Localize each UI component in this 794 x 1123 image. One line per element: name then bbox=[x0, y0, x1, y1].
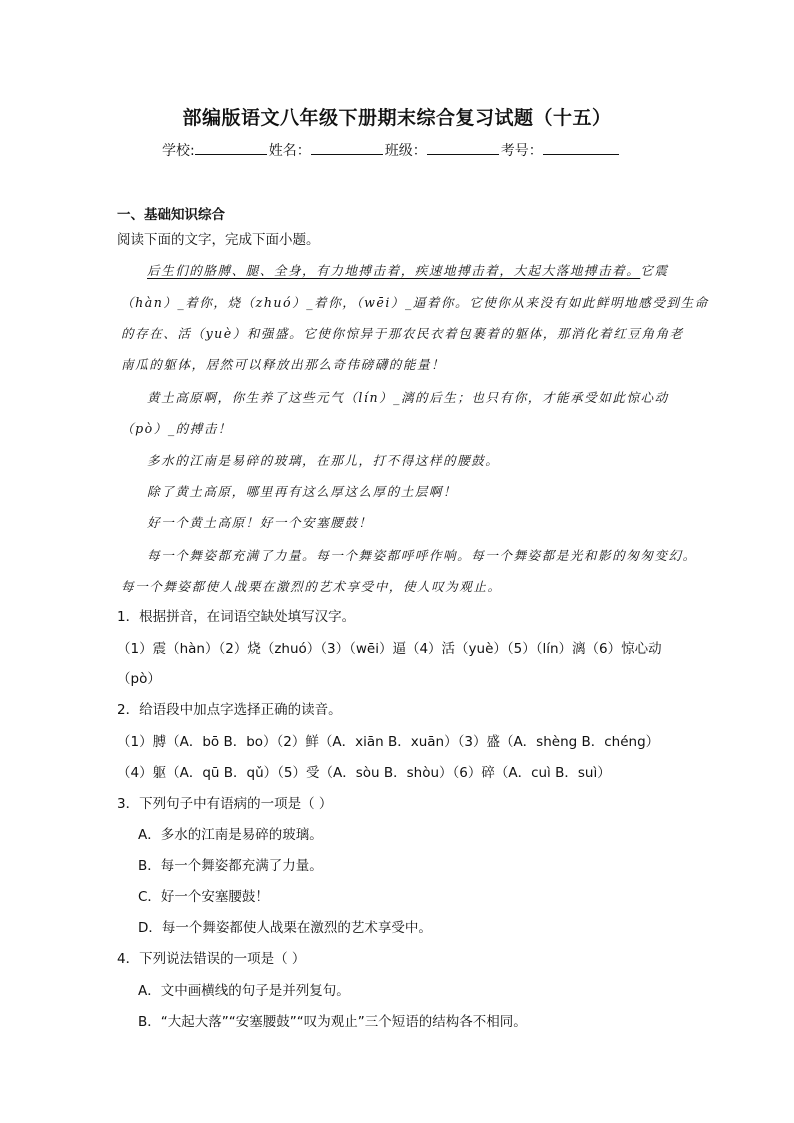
name-blank[interactable] bbox=[311, 139, 383, 155]
section-heading: 一、基础知识综合 bbox=[117, 207, 225, 223]
question-2-options[interactable]: （1）膊（A．bō B．bo）（2）鲜（A．xiān B．xuān）（3）盛（A．shèng B．chéng） bbox=[117, 734, 660, 750]
passage-line: 后生们的胳膊、腿、全身，有力地搏击着，疾速地搏击着，大起大落地搏击着。它震 bbox=[147, 263, 669, 278]
passage-line: 好一个黄土高原！好一个安塞腰鼓！ bbox=[147, 515, 373, 530]
question-4: 4．下列说法错误的一项是（ ） bbox=[117, 951, 306, 967]
question-2: 2．给语段中加点字选择正确的读音。 bbox=[117, 702, 342, 718]
underlined-sentence: 后生们的胳膊、腿、全身，有力地搏击着，疾速地搏击着，大起大落地搏击着。 bbox=[147, 263, 641, 278]
class-blank[interactable] bbox=[427, 139, 499, 155]
class-label: 班级： bbox=[384, 143, 427, 159]
student-info-line bbox=[162, 139, 621, 160]
passage-line: （hàn）_着你，烧（zhuó）_着你，（wēi）_逼着你。它使你从来没有如此鲜明地感受到生命 bbox=[121, 295, 709, 310]
passage-line: 除了黄土高原，哪里再有这么厚这么厚的土层啊！ bbox=[147, 484, 458, 499]
passage-line: 南瓜的躯体，居然可以释放出那么奇伟磅礴的能量！ bbox=[121, 357, 446, 372]
name-label: 姓名： bbox=[268, 143, 311, 159]
question-2-options[interactable]: （4）躯（A．qū B．qǔ）（5）受（A．sòu B．shòu）（6）碎（A．cuì B．suì） bbox=[117, 765, 611, 781]
passage-line: （pò）_的搏击！ bbox=[121, 421, 233, 436]
question-3: 3．下列句子中有语病的一项是（ ） bbox=[117, 796, 333, 812]
passage-line: 每一个舞姿都充满了力量。每一个舞姿都呼呼作响。每一个舞姿都是光和影的匆匆变幻。 bbox=[147, 548, 697, 563]
question-4-option-a[interactable]: A．文中画横线的句子是并列复句。 bbox=[138, 983, 350, 999]
question-3-option-b[interactable]: B．每一个舞姿都充满了力量。 bbox=[138, 858, 323, 874]
question-3-option-a[interactable]: A．多水的江南是易碎的玻璃。 bbox=[138, 827, 323, 843]
exam-number-blank[interactable] bbox=[543, 139, 619, 155]
passage-line: 每一个舞姿都使人战栗在激烈的艺术享受中，使人叹为观止。 bbox=[121, 579, 502, 594]
school-blank[interactable] bbox=[195, 139, 267, 155]
passage-line: 黄土高原啊，你生养了这些元气（lín）_漓的后生；也只有你，才能承受如此惊心动 bbox=[147, 390, 669, 405]
page-title: 部编版语文八年级下册期末综合复习试题（十五） bbox=[182, 107, 612, 129]
school-label: 学校: bbox=[162, 143, 195, 159]
passage-line: 多水的江南是易碎的玻璃，在那儿，打不得这样的腰鼓。 bbox=[147, 453, 500, 468]
reading-instruction: 阅读下面的文字，完成下面小题。 bbox=[117, 232, 320, 248]
question-1-items[interactable]: （pò） bbox=[117, 671, 161, 687]
question-1: 1．根据拼音，在词语空缺处填写汉字。 bbox=[117, 609, 356, 625]
question-4-option-b[interactable]: B．“大起大落”“安塞腰鼓”“叹为观止”三个短语的结构各不相同。 bbox=[138, 1014, 527, 1030]
passage-line: 的存在、活（yuè）和强盛。它使你惊异于那农民衣着包裹着的躯体，那消化着红豆角角老 bbox=[121, 326, 684, 341]
question-3-option-d[interactable]: D．每一个舞姿都使人战栗在激烈的艺术享受中。 bbox=[138, 920, 432, 936]
question-1-items[interactable]: （1）震（hàn）（2）烧（zhuó）（3）（wēi）逼（4）活（yuè）（5）（lín）漓（6）惊心动 bbox=[117, 641, 662, 657]
exam-number-label: 考号： bbox=[500, 143, 543, 159]
question-3-option-c[interactable]: C．好一个安塞腰鼓！ bbox=[138, 889, 269, 905]
